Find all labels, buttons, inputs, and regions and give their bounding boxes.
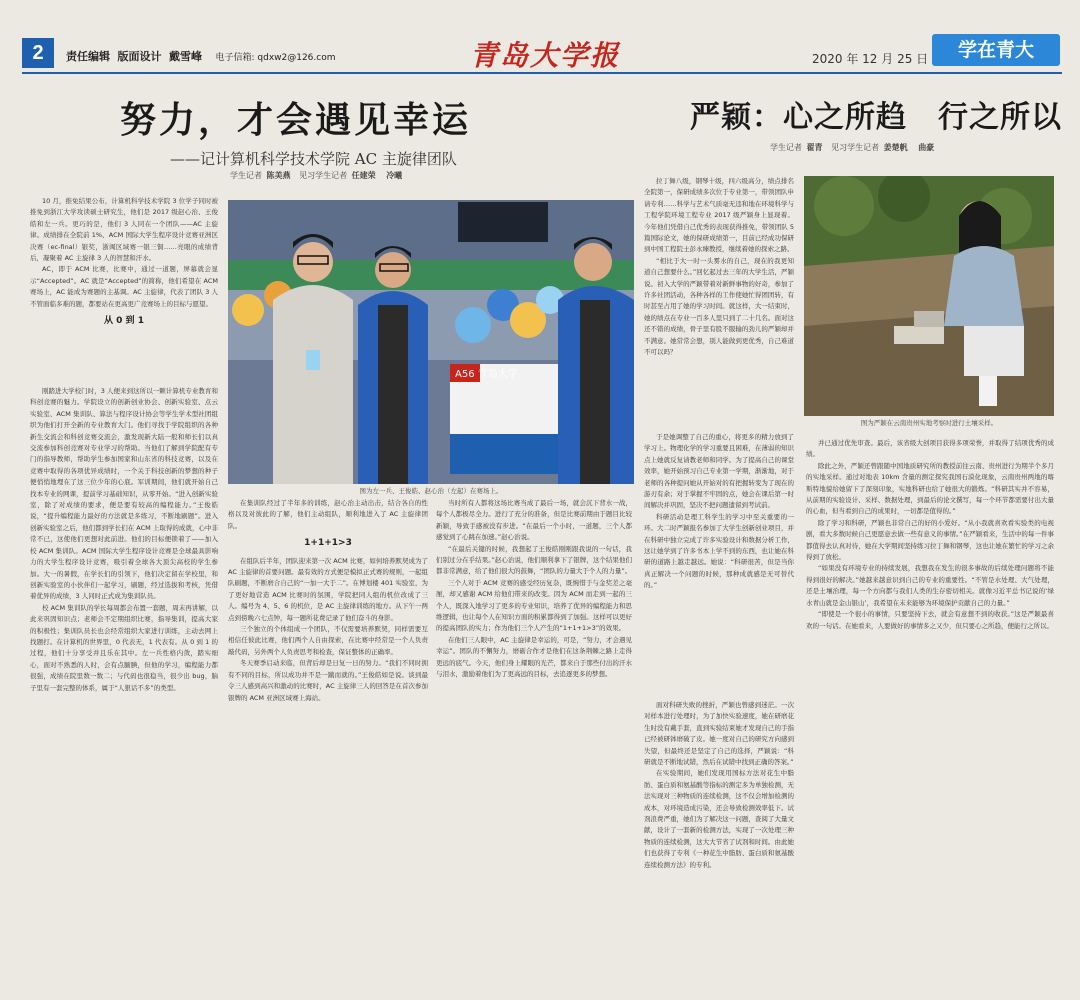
editor-info	[66, 48, 336, 64]
paragraph: 除此之外，严颖还曾跟随中国地质研究所的教授前往云南、贵州进行为期半个多月的实地采样。通过对地表 10km 含量的测定探究我国石漠化现象，云南贵州两地的喀斯特地貌给她留下了深刻印象，实地科研也给了她很大的锻炼。“科研其实并不容易，从前期的实验设计、采样、数据处理，到最后的论文撰写，每一个环节都需要付出大量的心血，但当看到自己的成果时，一切都是值得的。”	[806, 461, 1054, 516]
paragraph: “如果没有环境专业的持续发展，我想我在发生的很多事故的后续处理问题将不能得到很好的解决。”她越来越意识到自己的专业的重要性。“不管是水处理、大气处理，还是土壤治理，每一个方向都与我们人类的生存密切相关。就像习近平总书记说的‘绿水青山就是金山银山’，我希望在未来能够为环境保护贡献自己的力量。”	[806, 564, 1054, 607]
paragraph: 三个人对于 ACM 竞赛的感受经历复杂，既惋惜于与金奖差之毫厘，却又感谢 ACM 给他们带来的改变。因为 ACM 而走到一起的三个人，既深入地学习了更多的专业知识，培养了优异的编程能力和思维逻辑，也让每个人在知识方面的积累都得到了加强。这样可以更好的提高团队的实力；作为他们三个人产生的“1+1+1>3”的效果。	[436, 578, 632, 633]
team-photo-illustration	[228, 200, 634, 484]
photo-caption: 图为左一兵、王俊皓、赵心治（左起）在赛场上。	[359, 487, 503, 495]
paragraph: 刚踏进大学校门时，3 人便来到这所以一颗计算机专业教育和科创竞赛的魅力。学院设立的创新创业协会、创新实验室、点云实验室、ACM 集训队、算法与程序设计协会等学生学术型社团组织为他们打开全新的专业教育大门。他们寻找于学院组织的各种新生交流会和科创竞赛交流会，激发现新大陆一般和师长们以真交流参加科创竞赛对专业学习的帮助。当他们了解到学院配有专门的指导教师，帮助学生参加国家和山东省的科技竞赛，以及在竞赛中取得的各项优异成绩时，一个关于科技创新的梦想的种子便悄悄地埋在了这三位少年的心底。军训期间，他们就开始自己找本专业的网课，提前学习基础知识，从零开始。“进入创新实验室，除了对成绩的要求，便是要有较高的编程能力。”王俊皓说，“提升编程能力最好的方法就是多练习，不断地刷题”。进入创新实验室之后，他们都到学长们在 ACM 上取得的成就，心中非常不已，这使他们更想对此前进。他们的目标便锁着了——加入校 ACM 集训队。ACM 国际大学生程序设计竞赛是全球最具影响力的大学生程序设计竞赛，吸引着全球各大顶尖高校的学生参加。大一的暑假，在学长们的引领下，他们决定留在学校里，和创新实验室的小伙伴们一起学习，刷题，经过选拔和考核，凭借着优异的成绩，3 人同时正式成为集训队员。	[30, 387, 218, 601]
issue-date: 2020 年 12 月 25 日	[812, 52, 929, 66]
article-column	[806, 438, 1054, 980]
fieldwork-photo-illustration	[804, 176, 1054, 416]
section-heading: 从 0 到 1	[104, 316, 144, 327]
paragraph: 面对科研失败的挫折，严颖也曾感到迷茫。一次对样本进行处理时，为了加快实验速度，她在研磨花生时没有戴手套，直到实验结束她才发现自己的手指已经被研钵磨破了皮。她一度对自己的研究方向感到失望，但最终还是坚定了自己的选择，严颖说：“科研就是不断地试错，然后在试错中找到正确的答案。”	[644, 701, 794, 767]
paragraph: 10 月，推免结果公布，计算机科学技术学院 3 位学子同时被推免到浙江大学攻读硕士研究生，他们是 2017 级赵心治、王俊皓和左一兵。更巧的是，他们 3 人同在一个团队——AC 主旋律。成绩排在全院前 1%、ACM 国际大学生程序设计竞赛亚洲区决赛（ec-final）银奖，浙闽区域赛一银三铜……亮眼的成绩背后，凝聚着 AC 主旋律 3 人的智慧和汗水。	[30, 197, 218, 263]
paragraph: AC，即于 ACM 比赛，比赛中，通过一道题，屏幕就会显示“Accepted”。AC 就是“Accepted”的简称，他们希望在 ACM 赛场上，AC 能成为赛题的主基调。AC 主旋律，代表了团队 3 人不管面临多难的题，都要站在更高更广竞赛场上的目标与愿望。	[30, 265, 218, 308]
paragraph: 三个独立的个体组成一个团队，不仅需要培养默契，同样需要互相信任彼此比赛，他们两个人自由探索，在比赛中经常是一个人负责敲代码，另外两个人负责思考和检查，保证整体的正确率。	[228, 625, 428, 656]
paragraph: 在集训队经过了半年多的训练，赵心治主动出击，结合各自的性格以及对彼此的了解，他们主动组队，顺利地进入了 AC 主旋律团队。	[228, 499, 428, 530]
article-column	[644, 700, 794, 980]
email-address: 电子信箱: qdxw2@126.com	[215, 53, 336, 63]
paragraph: 冬天赛季启动来临，但背后却是日复一日的努力。“我们不同时拥有不同的目标，所以成功并不是一蹴而就的。”王俊皓如是说。谈到最令三人感到高兴和激动的比赛时，AC 主旋律三人的回答是在首次参加银牌的 ACM 亚洲区域赛上海站。	[228, 659, 428, 702]
author-name: 冷曦	[386, 171, 403, 180]
paragraph: 校 ACM 集训队的学长每周都会布置一套题，周末再讲解，以此来巩固知识点；老师会不定期组织比赛，指导集训，提高大家的积极性；集训队员长也会经常组织大家进行训练，主动去网上找题打。在计算机的世界里，0 代表无，1 代表有。从 0 到 1 的过程，他们十分享受并且乐在其中。左一兵性格内敛，踏实细心，面对不熟悉的人时，会有点腼腆，但他的学习，编程能力都很强，成绩在院里数一数二；与代码也很稳当，很少出 bug，脑子里有一套完整的体系，属于“人狠话不多”的类型。	[30, 603, 218, 692]
byline-right	[770, 142, 940, 153]
page-header	[22, 34, 1062, 74]
article-subtitle-left: ——记计算机科学技术学院 AC 主旋律团队	[170, 150, 457, 168]
paragraph: 拉丁舞八级，钢琴十级，四六级高分，绩点排名全院第一，保研成绩多次位于专业第一，带领团队申请专利……科学与艺术气质毫无违和地在环境科学与工程学院环境工程专业 2017 级严颖身上显现着。今年他们凭借自己优秀的表现获得推免，带领团队 5 篇国际论文，她的保研成绩第一，目前已经成功保研到中国工程院士彭永臻教授，继续着她的探索之路。	[644, 177, 794, 254]
team-photo	[228, 200, 634, 484]
byline-prefix: 学生记者	[770, 143, 802, 152]
article-column	[644, 176, 794, 426]
byline-prefix: 学生记者	[230, 171, 262, 180]
paragraph: 并已通过优先审查。最后，该省级大创项目获得多项荣誉，并取得了结项优秀的成绩。	[806, 439, 1054, 459]
paragraph: “即使是一个很小的事情，只要坚持下去，就会有意想不到的收获。”这是严颖最喜欢的一句话。在她看来，人要做好的事情多之又少，但只要心之所趋，便能行之所以。	[806, 610, 1054, 630]
paragraph: 科研活动是理工科学生的学习中至关重要的一环。大二时严颖报名参加了大学生创新创业项目，并在科研中独立完成了许多实验设计和数据分析工作，这让她学到了许多书本上学不到的东西，也让她在科研的道路上越走越远。她说：“科研很苦，但是当你真正解决一个问题的时候，那种成就感是无可替代的。”	[644, 512, 794, 590]
article-title-left: 努力，才会遇见幸运	[120, 99, 472, 141]
photo-caption: 图为严颖在云南贵州实地考察时进行土壤采样。	[860, 419, 998, 427]
author-name: 任建荣	[351, 171, 376, 180]
author-name: 曲豪	[918, 143, 935, 152]
paragraph: 在他们三人眼中，AC 主旋律是幸运的，可是，“努力，才会遇见幸运”。团队的不懈努力，磨砺合作才是他们在这条荆棘之路上走得更远的底气。今天，他们身上耀眼的光芒，都来自于那些付出的汗水与泪水，激励着他们为了更高远的目标，去追逐更多的梦想。	[436, 635, 632, 679]
paragraph: 在组队后半年，团队迎来第一次 ACM 比赛，如何培养默契成为了 AC 主旋律的首要问题。最有效的方式便是模拟正式赛的规则，一起组队刷题，不断磨合自己的“一加一大于二”。在博划楼 401 实验室，为了更好地营造 ACM 比赛时的氛围，学院把同人组的机位改成了三人。编号为 4、5、6 的机位，是 AC 主旋律训练的地方。从下午一两点到傍晚六七点钟，每一题所花费记录了他们奋斗的身影。	[228, 556, 428, 622]
paragraph: 在实验期间，她们发现用国标方法对花生中脂肪、蛋白质和氨基酸等指标的测定多为单独检测，无法实现对三种物质的连续检测，这不仅会增加检测的成本，对环境造成污染，还会导致检测效率低下。试剂浪费严重，她们为了解决这一问题，查阅了大量文献，设计了一套新的检测方法，实现了一次处理三种物质的连续检测，这大大节省了试剂和时间。由此她们也获得了专利《一种花生中脂肪、蛋白质和氨基酸连续检测方法》的专利。	[644, 769, 794, 869]
fieldwork-photo	[804, 176, 1054, 416]
editor-label: 责任编辑	[66, 50, 110, 63]
article-column	[228, 498, 428, 980]
article-title-right: 严颖：心之所趋 行之所以	[690, 100, 1062, 135]
section-heading: 1+1+1>3	[304, 538, 352, 549]
paragraph: 于是她调整了自己的重心，将更多的精力放到了学习上。物理化学的学习重要且困难，在薄弱的知识点上她就反复请教老师和同学。为了提高自己的课堂效率，她开始预习自己专业第一学期，渐渐地，对于老师的各种提问她从开始对的有把握转变为了现在的游刃有余；对于掌握不牢固的点，她会在课后第一时间解决并巩固，坚决不把问题遗留到考试前。	[644, 433, 794, 510]
sign-label: A56 青岛大学	[455, 369, 518, 380]
layout-label: 版面设计	[117, 50, 162, 63]
author-name: 陈美燕	[266, 171, 291, 180]
byline-prefix: 见习学生记者	[299, 171, 348, 180]
paragraph: “在最后关键的时候，我想起了王俊皓刚刚跟我说的一句话，我们别过分在乎结果。”赵心治说，他们顺利拿下了银牌，这个结果他们都非常满意，给了他们很大的鼓舞，“团队的力量大于个人的力量”。	[436, 544, 632, 576]
paragraph: 除了学习和科研，严颖也非常自己的好的小爱好。“从小我就喜欢看实验类的电视剧，看大多数时候自己更愿意去做一些有意义的事情。”在严颖看来，生活中的每一件事都值得去认真对待，她在大学期间坚持练习拉丁舞和钢琴，这也让她在繁忙的学习之余得到了放松。	[806, 518, 1054, 562]
paragraph: “相比于大一时一头雾水的自己，现在的我更知道自己想要什么。”回忆起过去三年的大学生活，严颖说。初入大学的严颖带着对新鲜事物的好奇，参加了许多社团活动，各种各样的工作使她忙得团团转，有时甚至占用了她的学习时间。就这样，大一结束时，她的绩点在专业一百多人里只到了二十几名。面对这还不错的成绩，骨子里有股不服输的劲儿的严颖却并不满意。她常常会想，别人能做到更优秀，自己难道不可以吗？	[644, 256, 794, 357]
newspaper-masthead: 青岛大学报	[470, 39, 621, 72]
page-number: 2	[22, 38, 54, 68]
section-badge: 学在青大	[932, 34, 1060, 66]
article-column	[30, 386, 218, 980]
author-name: 姜楚帆	[883, 143, 908, 152]
author-name: 翟青	[806, 143, 823, 152]
designer-name: 戴雪峰	[169, 50, 202, 63]
byline-left	[230, 170, 408, 181]
article-column	[436, 498, 632, 980]
header-rule	[22, 72, 1062, 74]
paragraph: 当时所有人都将这场比赛当成了最后一场，就会沉下背水一战，每个人都极尽全力。进行了充分的准备，但是比赛前期由于题目比较新颖，导致手感被没有步进。“在最后一个小时，一道题，三个人都感觉到了心跳在加速。”赵心治说。	[436, 499, 632, 542]
byline-prefix: 见习学生记者	[831, 143, 880, 152]
